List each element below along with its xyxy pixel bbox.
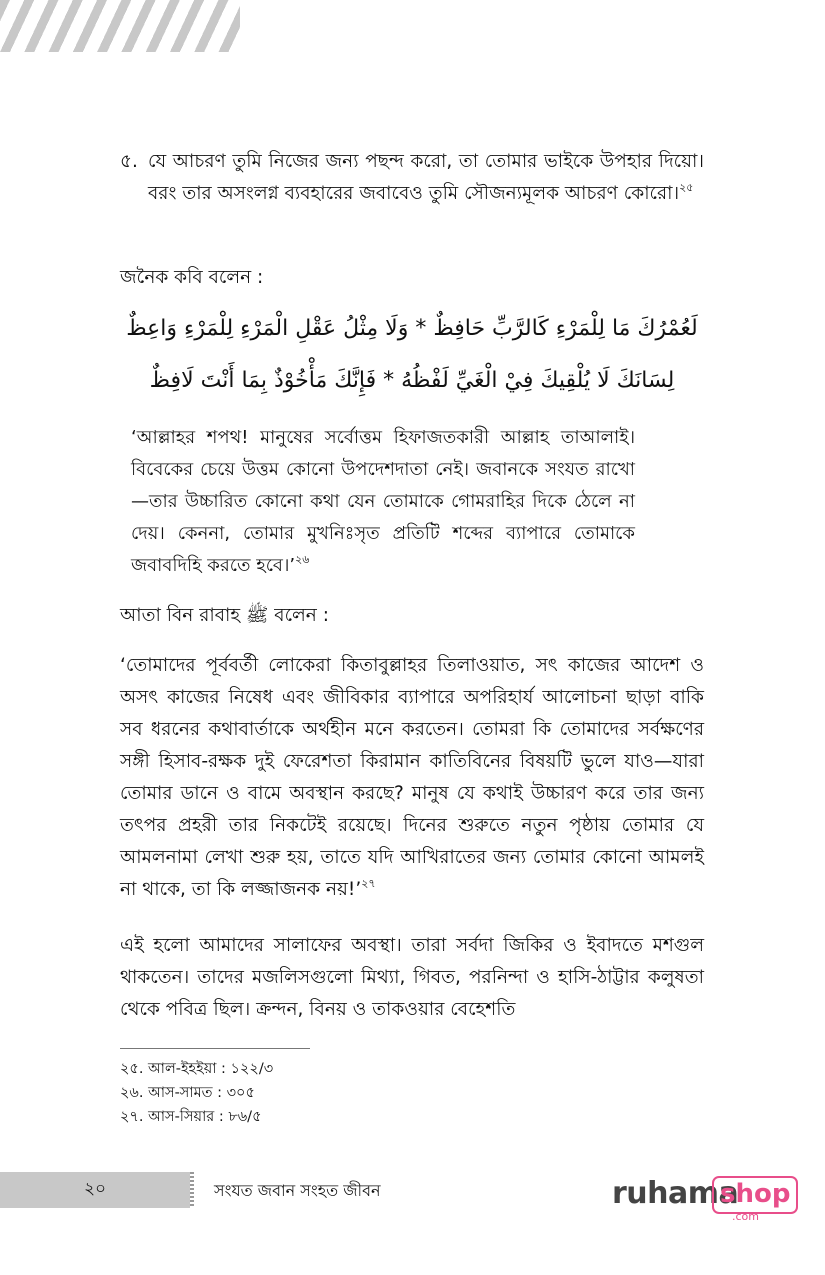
poem-translation	[131, 422, 635, 582]
footnote-27: ২৭. আস-সিয়ার : ৮৬/৫	[120, 1109, 262, 1125]
page-number-box	[0, 1172, 190, 1208]
footnote-25: ২৫. আল-ইহইয়া : ১২২/৩	[120, 1061, 274, 1077]
arabic-verse-1: لَعُمْرُكَ مَا لِلْمَرْءِ كَالرَّبِّ حَافِظٌ * وَلَا مِثْلُ عَقْلِ الْمَرْءِ لِلْمَرْءِ وَاعِظٌ	[126, 316, 698, 341]
logo-ruhama-text: ruhama	[612, 1176, 739, 1211]
list-item-number: ৫.	[120, 151, 138, 172]
page-number-edge-decoration	[190, 1172, 194, 1208]
logo-shop-badge: shop	[712, 1176, 798, 1214]
page-number: ২০	[83, 1179, 107, 1199]
ata-intro: আতা বিন রাবাহ ﷺ বলেন :	[120, 605, 329, 626]
arabic-verse-2: لِسَانَكَ لَا يُلْقِيكَ فِيْ الْغَيِّ لَفْظُهُ * فَإِنَّكَ مَأْخُوْذٌ بِمَا أَنْتَ لَافِظٌ	[149, 368, 675, 393]
poem-translation-text: ‘আল্লাহর শপথ! মানুষের সর্বোত্তম হিফাজতকারী আল্লাহ তাআলাই। বিবেকের চেয়ে উত্তম কোনো উপদেশদাতা নেই। জবানকে সংযত রাখো—তার উচ্চারিত কোনো কথা যেন তোমাকে গোমরাহির দিকে ঠেলে না দেয়। কেননা, তোমার মুখনিঃসৃত প্রতিটি শব্দের ব্যাপারে তোমাকে জবাবদিহি করতে হবে।’	[131, 427, 635, 576]
list-item-text: যে আচরণ তুমি নিজের জন্য পছন্দ করো, তা তোমার ভাইকে উপহার দিয়ো। বরং তার অসংলগ্ন ব্যবহারের জবাবেও তুমি সৌজন্যমূলক আচরণ কোরো।	[148, 151, 704, 204]
poet-intro: জনৈক কবি বলেন :	[120, 267, 264, 288]
ata-quote	[120, 650, 704, 906]
footnote-ref-26: ২৬	[295, 553, 310, 566]
footnote-26: ২৬. আস-সামত : ৩০৫	[120, 1085, 255, 1101]
header-stripes-decoration	[0, 0, 240, 52]
ruhamashop-logo	[612, 1174, 791, 1223]
footnote-divider	[120, 1048, 310, 1049]
closing-paragraph: এই হলো আমাদের সালাফের অবস্থা। তারা সর্বদা জিকির ও ইবাদতে মশগুল থাকতেন। তাদের মজলিসগুলো মিথ্যা, গিবত, পরনিন্দা ও হাসি-ঠাট্টার কলুষতা থেকে পবিত্র ছিল। ক্রন্দন, বিনয় ও তাকওয়ার বেহেশতি	[120, 935, 704, 1020]
book-title: সংযত জবান সংহত জীবন	[214, 1181, 381, 1200]
footnote-ref-27: ২৭	[361, 877, 376, 890]
list-item-5	[120, 146, 704, 210]
footnote-ref-25: ২৫	[679, 181, 694, 194]
ata-quote-text: ‘তোমাদের পূর্ববর্তী লোকেরা কিতাবুল্লাহর তিলাওয়াত, সৎ কাজের আদেশ ও অসৎ কাজের নিষেধ এবং জীবিকার ব্যাপারে অপরিহার্য আলোচনা ছাড়া বাকি সব ধরনের কথাবার্তাকে অর্থহীন মনে করতেন। তোমরা কি তোমাদের সর্বক্ষণের সঙ্গী হিসাব-রক্ষক দুই ফেরেশতা কিরামান কাতিবিনের বিষয়টি ভুলে যাও—যারা তোমার ডানে ও বামে অবস্থান করছে? মানুষ যে কথাই উচ্চারণ করে তার জন্য তৎপর প্রহরী তার নিকটেই রয়েছে। দিনের শুরুতে নতুন পৃষ্ঠায় তোমার যে আমলনামা লেখা শুরু হয়, তাতে যদি আখিরাতের জন্য তোমার কোনো আমলই না থাকে, তা কি লজ্জাজনক নয়!’	[120, 655, 704, 900]
logo-com-text: .com	[732, 1210, 759, 1223]
